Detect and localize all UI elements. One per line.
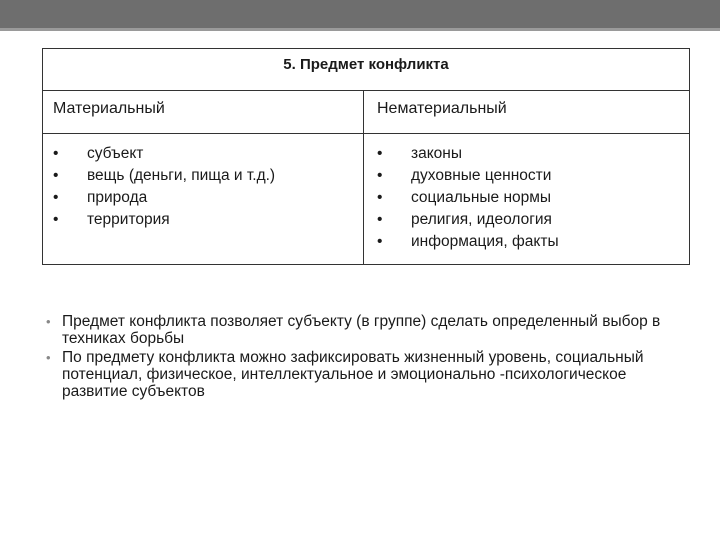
list-item: • информация, факты [377,231,559,253]
bullet-icon: • [46,314,51,329]
list-item: • вещь (деньги, пища и т.д.) [53,165,275,187]
notes-list [46,313,696,402]
list-item: • территория [53,209,275,231]
list-item: • законы [377,143,559,165]
note-item [46,313,696,347]
note-item [46,349,696,400]
top-band [0,0,720,28]
list-item: • духовные ценности [377,165,559,187]
bullet-icon: • [46,350,51,365]
list-item: • субъект [53,143,275,165]
table-title: 5. Предмет конфликта [43,49,689,91]
table-header-row [43,91,689,134]
table-column-divider [363,91,364,264]
subject-table [42,48,690,265]
list-item: • природа [53,187,275,209]
list-item: • религия, идеология [377,209,559,231]
top-band-edge [0,28,720,31]
header-material: Материальный [53,100,165,117]
header-nonmaterial: Нематериальный [377,100,507,117]
note-text: По предмету конфликта можно зафиксировать жизненный уровень, социальный потенциал, физическое, интеллектуальное и эмоционально -психологическое развитие субъектов [62,349,644,400]
note-text: Предмет конфликта позволяет субъекту (в группе) сделать определенный выбор в техниках борьбы [62,313,661,347]
nonmaterial-list [377,143,559,253]
list-item: • социальные нормы [377,187,559,209]
material-list [53,143,275,231]
